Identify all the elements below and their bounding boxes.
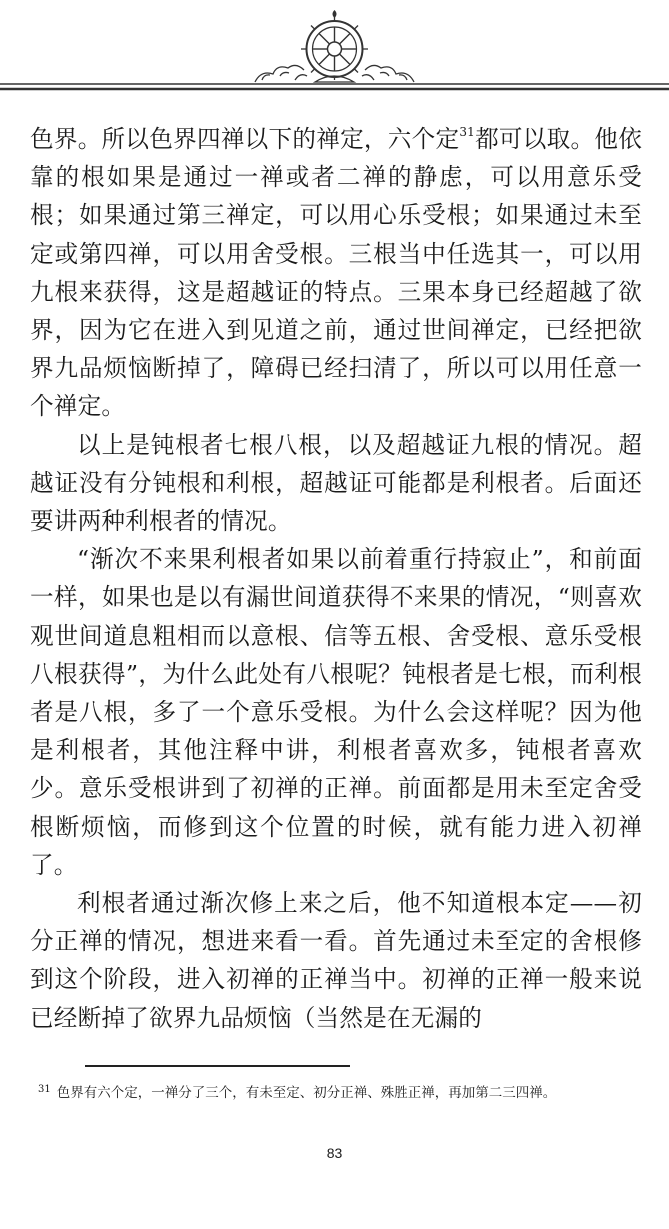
paragraph-1: 色界。所以色界四禅以下的禅定，六个定$^{31}$都可以取。他依靠的根如果是通过一禅或者二禅的静虑，可以用意乐受根；如果通过第三禅定，可以用心乐受根；如果通过未至定或第四禅，可以用舍受根。三根当中任选其一，可以用九根来获得，这是超越证的特点。三果本身已经超越了欲界，因为它在进入到见道之前，通过世间禅定，已经把欲界九品烦恼断掉了，障碍已经扫清了，所以可以用任意一个禅定。 [30, 125, 642, 421]
footnote-number: 31 [38, 1083, 51, 1095]
dharma-wheel-icon [0, 0, 669, 100]
footnote-text: 色界有六个定，一禅分了三个，有未至定、初分正禅、殊胜正禅，再加第二三四禅。 [56, 1085, 557, 1101]
footnote-ref[interactable]: 31 [459, 125, 476, 140]
page-number: 83 [326, 1145, 343, 1161]
paragraph-2: 以上是钝根者七根八根，以及超越证九根的情况。超越证没有分钝根和利根，超越证可能都是利根者。后面还要讲两种利根者的情况。 [30, 430, 642, 536]
footnote-divider [85, 1065, 350, 1067]
paragraph-3: “渐次不来果利根者如果以前着重行持寂止”，和前面一样，如果也是以有漏世间道获得不来果的情况，“则喜欢观世间道息粗相而以意根、信等五根、舍受根、意乐受根八根获得”，为什么此处有八根呢？钝根者是七根，而利根者是八根，多了一个意乐受根。为什么会这样呢？因为他是利根者，其他注释中讲，利根者喜欢多，钝根者喜欢少。意乐受根讲到了初禅的正禅。前面都是用未至定舍受根断烦恼，而修到这个位置的时候，就有能力进入初禅了。 [30, 545, 642, 879]
page-header [0, 0, 669, 100]
footnote [38, 1081, 638, 1106]
body-text [30, 120, 642, 1037]
paragraph-4: 利根者通过渐次修上来之后，他不知道根本定——初分正禅的情况，想进来看一看。首先通过未至定的舍根修到这个阶段，进入初禅的正禅当中。初禅的正禅一般来说已经断掉了欲界九品烦恼（当然是在无漏的 [30, 889, 642, 1032]
